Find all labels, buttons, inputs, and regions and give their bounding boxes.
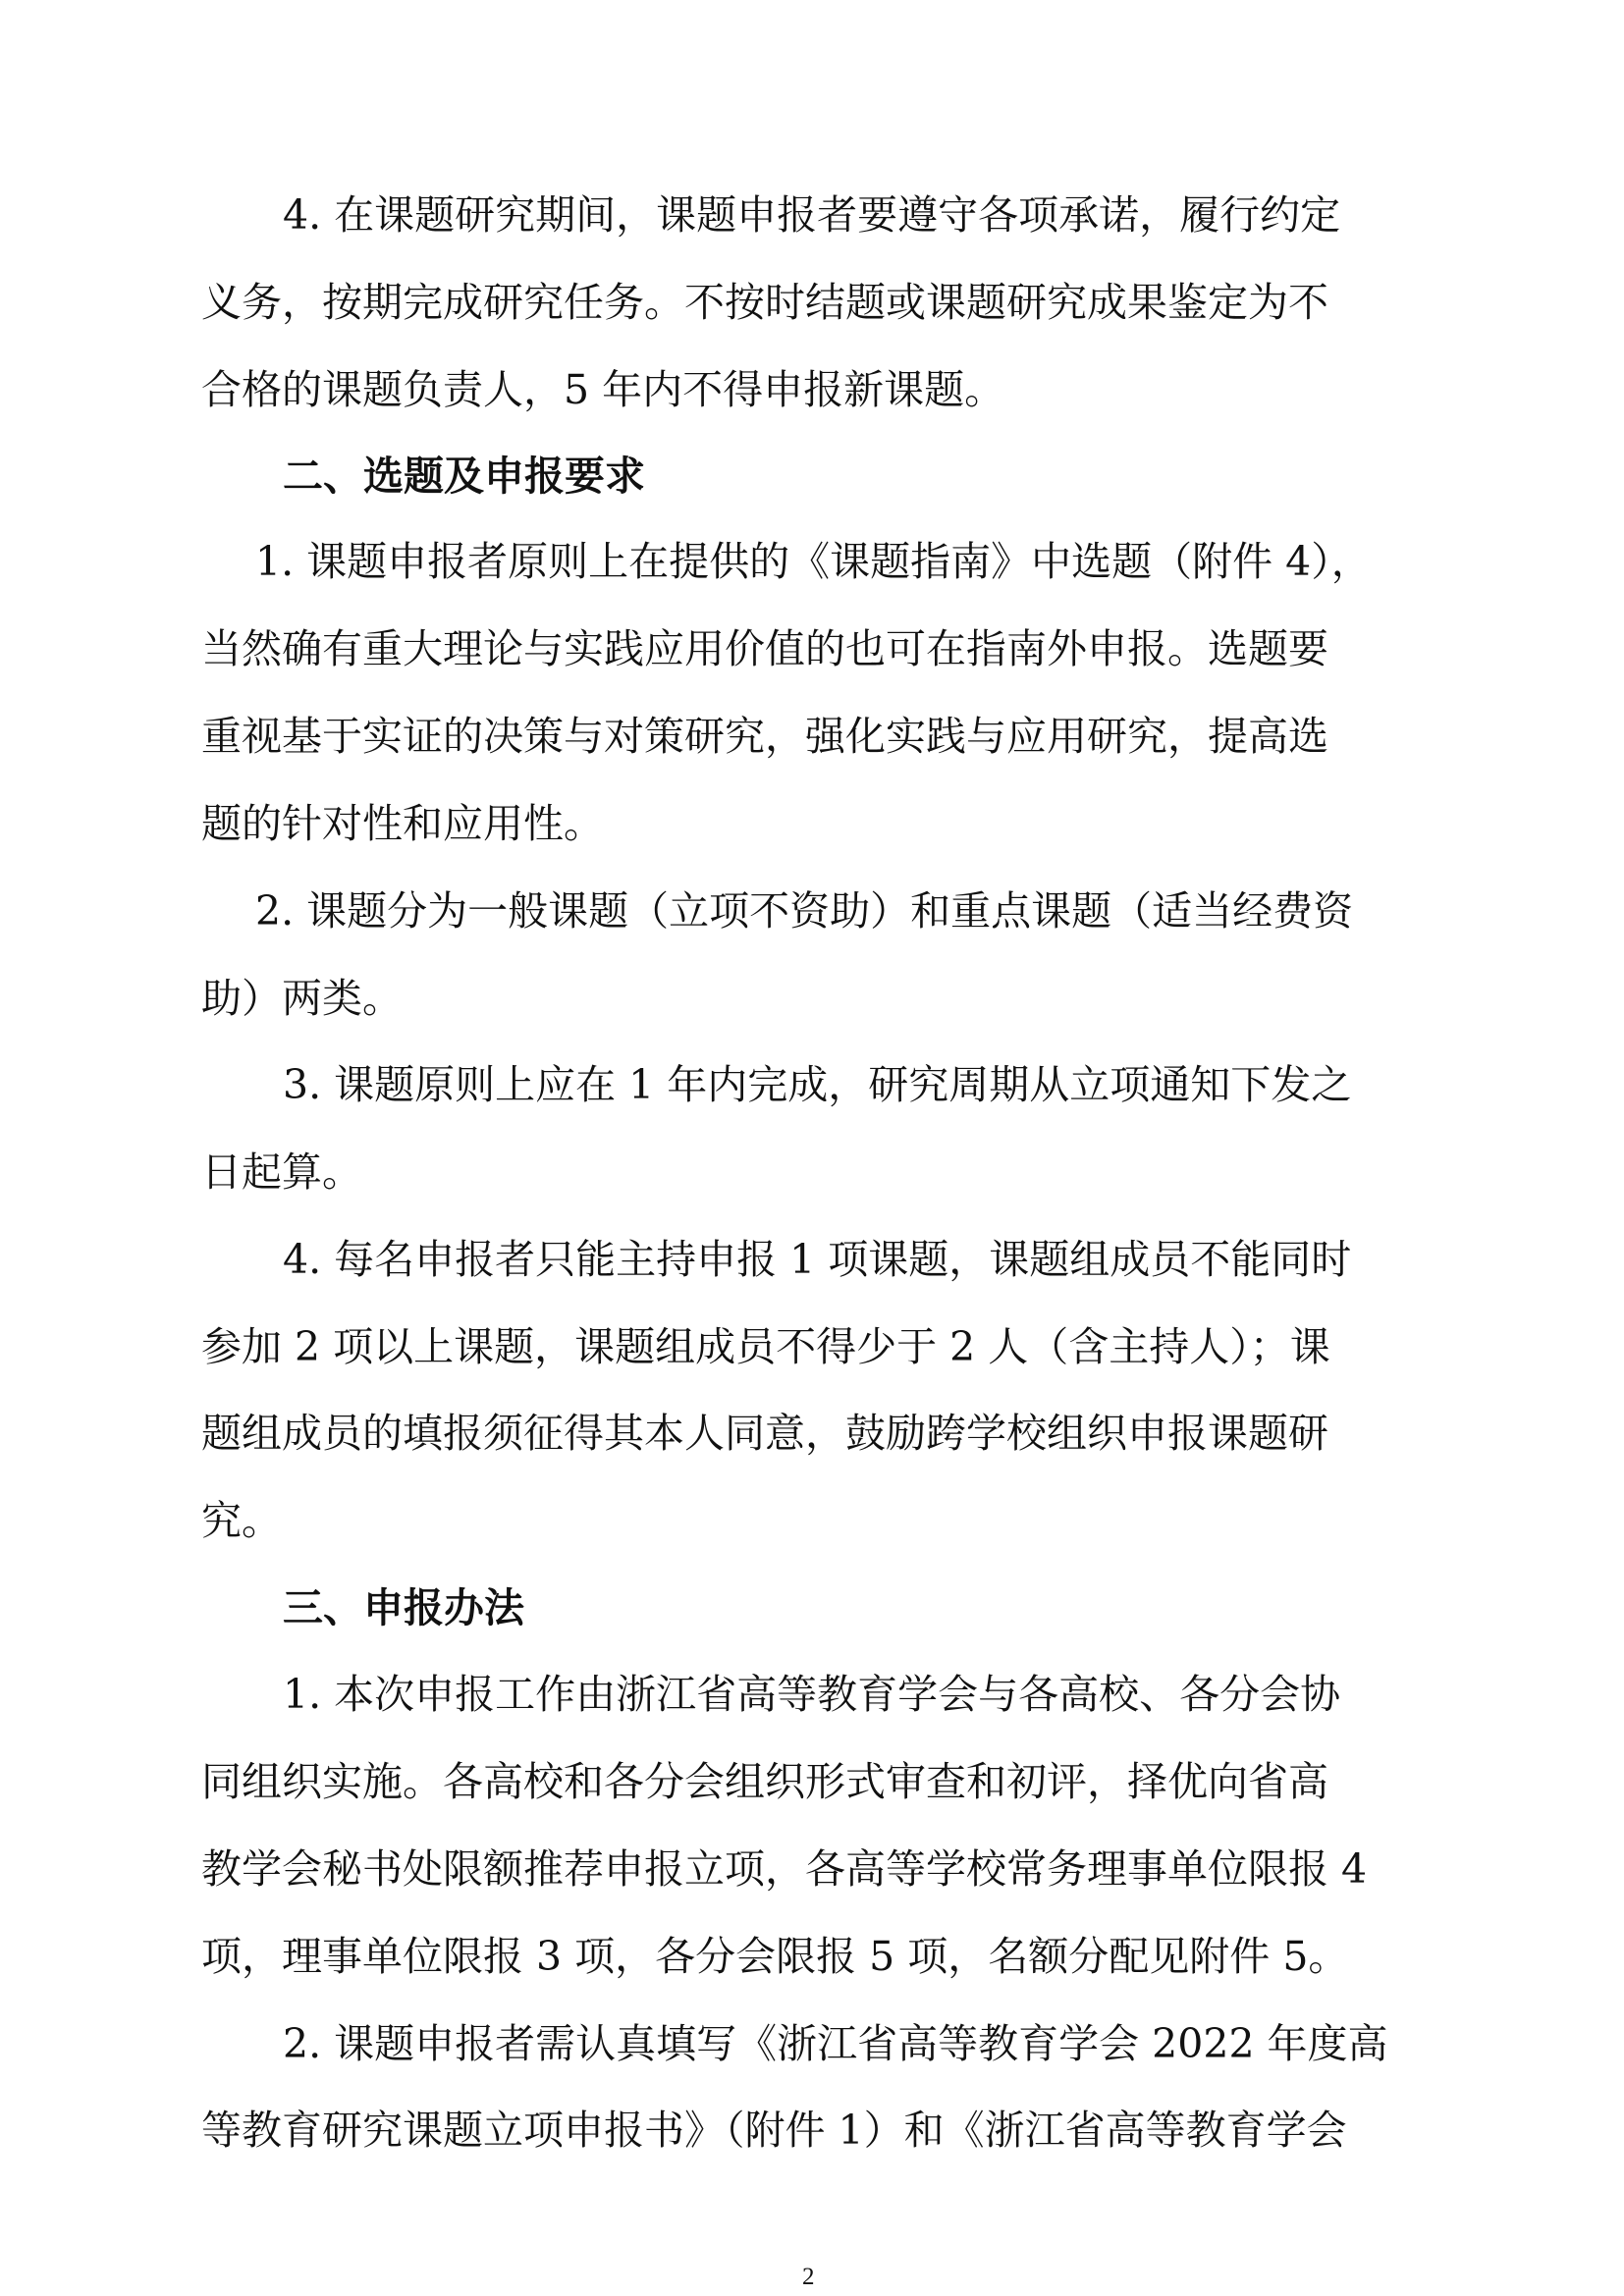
section-heading: 二、选题及申报要求 xyxy=(283,453,645,500)
text-line: 当然确有重大理论与实践应用价值的也可在指南外申报。选题要 xyxy=(201,625,1328,672)
text-line: 教学会秘书处限额推荐申报立项，各高等学校常务理事单位限报 4 xyxy=(201,1845,1368,1893)
text-line: 重视基于实证的决策与对策研究，强化实践与应用研究，提高选 xyxy=(201,713,1328,760)
text-line: 等教育研究课题立项申报书》（附件 1）和《浙江省高等教育学会 xyxy=(201,2107,1347,2154)
text-line: 参加 2 项以上课题，课题组成员不得少于 2 人（含主持人）；课 xyxy=(201,1323,1330,1370)
text-line: 4. 每名申报者只能主持申报 1 项课题，课题组成员不能同时 xyxy=(283,1236,1352,1283)
text-line: 4. 在课题研究期间，课题申报者要遵守各项承诺，履行约定 xyxy=(283,191,1341,239)
text-line: 义务，按期完成研究任务。不按时结题或课题研究成果鉴定为不 xyxy=(201,279,1328,326)
text-line: 同组织实施。各高校和各分会组织形式审查和初评，择优向省高 xyxy=(201,1758,1328,1805)
text-line: 题的针对性和应用性。 xyxy=(201,800,604,847)
page-number: 2 xyxy=(802,2264,815,2290)
text-line: 究。 xyxy=(201,1497,282,1544)
text-line: 2. 课题分为一般课题（立项不资助）和重点课题（适当经费资 xyxy=(255,887,1354,934)
text-line: 助）两类。 xyxy=(201,975,403,1022)
text-line: 项，理事单位限报 3 项，各分会限报 5 项，名额分配见附件 5。 xyxy=(201,1933,1349,1980)
text-line: 题组成员的填报须征得其本人同意，鼓励跨学校组织申报课题研 xyxy=(201,1410,1328,1457)
section-heading: 三、申报办法 xyxy=(283,1584,524,1631)
text-line: 1. 本次申报工作由浙江省高等教育学会与各高校、各分会协 xyxy=(283,1671,1341,1718)
text-line: 1. 课题申报者原则上在提供的《课题指南》中选题（附件 4）， xyxy=(255,538,1372,585)
text-line: 合格的课题负责人，5 年内不得申报新课题。 xyxy=(201,366,1005,413)
text-line: 2. 课题申报者需认真填写《浙江省高等教育学会 2022 年度高 xyxy=(283,2020,1388,2067)
text-line: 3. 课题原则上应在 1 年内完成，研究周期从立项通知下发之 xyxy=(283,1061,1352,1108)
text-line: 日起算。 xyxy=(201,1148,362,1196)
